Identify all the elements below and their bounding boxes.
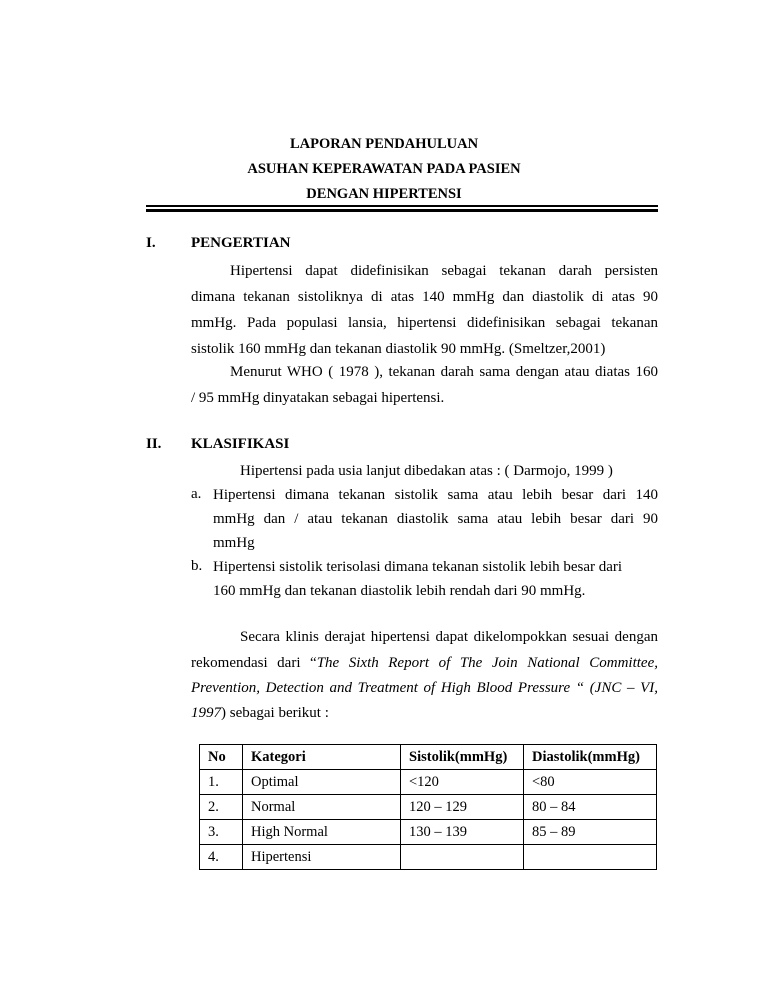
paragraph-line: Prevention, Detection and Treatment of High Blood Pressure “ (JNC – VI,	[191, 680, 658, 696]
paragraph-line: Hipertensi dapat didefinisikan sebagai tekanan darah persisten	[230, 263, 658, 279]
table-cell: 85 – 89	[524, 820, 657, 845]
header-cell: Diastolik(mmHg)	[524, 745, 657, 770]
italic-text-run: 1997	[191, 705, 221, 721]
title-line-1: LAPORAN PENDAHULUAN	[289, 136, 479, 152]
list-item-line: mmHg	[213, 535, 255, 551]
title-rule-thin	[146, 205, 658, 207]
table-cell: 4.	[200, 845, 243, 870]
text-run: rekomendasi dari “	[191, 655, 317, 671]
paragraph-line: Secara klinis derajat hipertensi dapat dikelompokkan sesuai dengan	[240, 629, 658, 645]
title-line-2: ASUHAN KEPERAWATAN PADA PASIEN	[247, 161, 521, 177]
paragraph-line	[191, 654, 658, 672]
table-cell: <80	[524, 770, 657, 795]
table-cell	[524, 845, 657, 870]
table-cell: Optimal	[243, 770, 401, 795]
list-item-line: Hipertensi dimana tekanan sistolik sama atau lebih besar dari 140	[213, 487, 658, 503]
paragraph-line: dimana tekanan sistoliknya di atas 140 mmHg dan diastolik di atas 90	[191, 289, 658, 305]
title-line-3: DENGAN HIPERTENSI	[306, 186, 462, 202]
paragraph-line: sistolik 160 mmHg dan tekanan diastolik 90 mmHg. (Smeltzer,2001)	[191, 341, 606, 357]
header-cell: Sistolik(mmHg)	[401, 745, 524, 770]
paragraph-line	[191, 704, 329, 722]
section-2-intro: Hipertensi pada usia lanjut dibedakan atas : ( Darmojo, 1999 )	[240, 463, 613, 479]
table-row	[200, 770, 657, 795]
table-header-row	[200, 745, 657, 770]
list-marker: a.	[191, 486, 202, 502]
table-row	[200, 845, 657, 870]
header-cell: No	[200, 745, 243, 770]
classification-table	[199, 744, 657, 870]
text-run: ) sebagai berikut :	[221, 705, 329, 721]
list-item-line: mmHg dan / atau tekanan diastolik sama atau lebih besar dari 90	[213, 511, 658, 527]
paragraph-line: / 95 mmHg dinyatakan sebagai hipertensi.	[191, 390, 445, 406]
table-cell: 130 – 139	[401, 820, 524, 845]
paragraph-line: mmHg. Pada populasi lansia, hipertensi didefinisikan sebagai tekanan	[191, 315, 658, 331]
header-cell: Kategori	[243, 745, 401, 770]
table-cell: 120 – 129	[401, 795, 524, 820]
list-item-line: Hipertensi sistolik terisolasi dimana tekanan sistolik lebih besar dari	[213, 559, 623, 575]
paragraph-line: Menurut WHO ( 1978 ), tekanan darah sama dengan atau diatas 160	[230, 364, 658, 380]
table-cell: 80 – 84	[524, 795, 657, 820]
section-1-number: I.	[146, 235, 156, 251]
table-row	[200, 795, 657, 820]
table-cell: Hipertensi	[243, 845, 401, 870]
table-cell	[401, 845, 524, 870]
list-marker: b.	[191, 558, 203, 574]
list-item-line: 160 mmHg dan tekanan diastolik lebih rendah dari 90 mmHg.	[213, 583, 586, 599]
table-cell: Normal	[243, 795, 401, 820]
table-cell: <120	[401, 770, 524, 795]
table-cell: 1.	[200, 770, 243, 795]
section-2-heading: KLASIFIKASI	[191, 436, 290, 452]
table-cell: 3.	[200, 820, 243, 845]
title-rule-thick	[146, 209, 658, 212]
table-cell: 2.	[200, 795, 243, 820]
section-1-heading: PENGERTIAN	[191, 235, 291, 251]
table-cell: High Normal	[243, 820, 401, 845]
table-row	[200, 820, 657, 845]
italic-text-run: The Sixth Report of The Join National Committee,	[316, 655, 659, 671]
section-2-number: II.	[146, 436, 162, 452]
